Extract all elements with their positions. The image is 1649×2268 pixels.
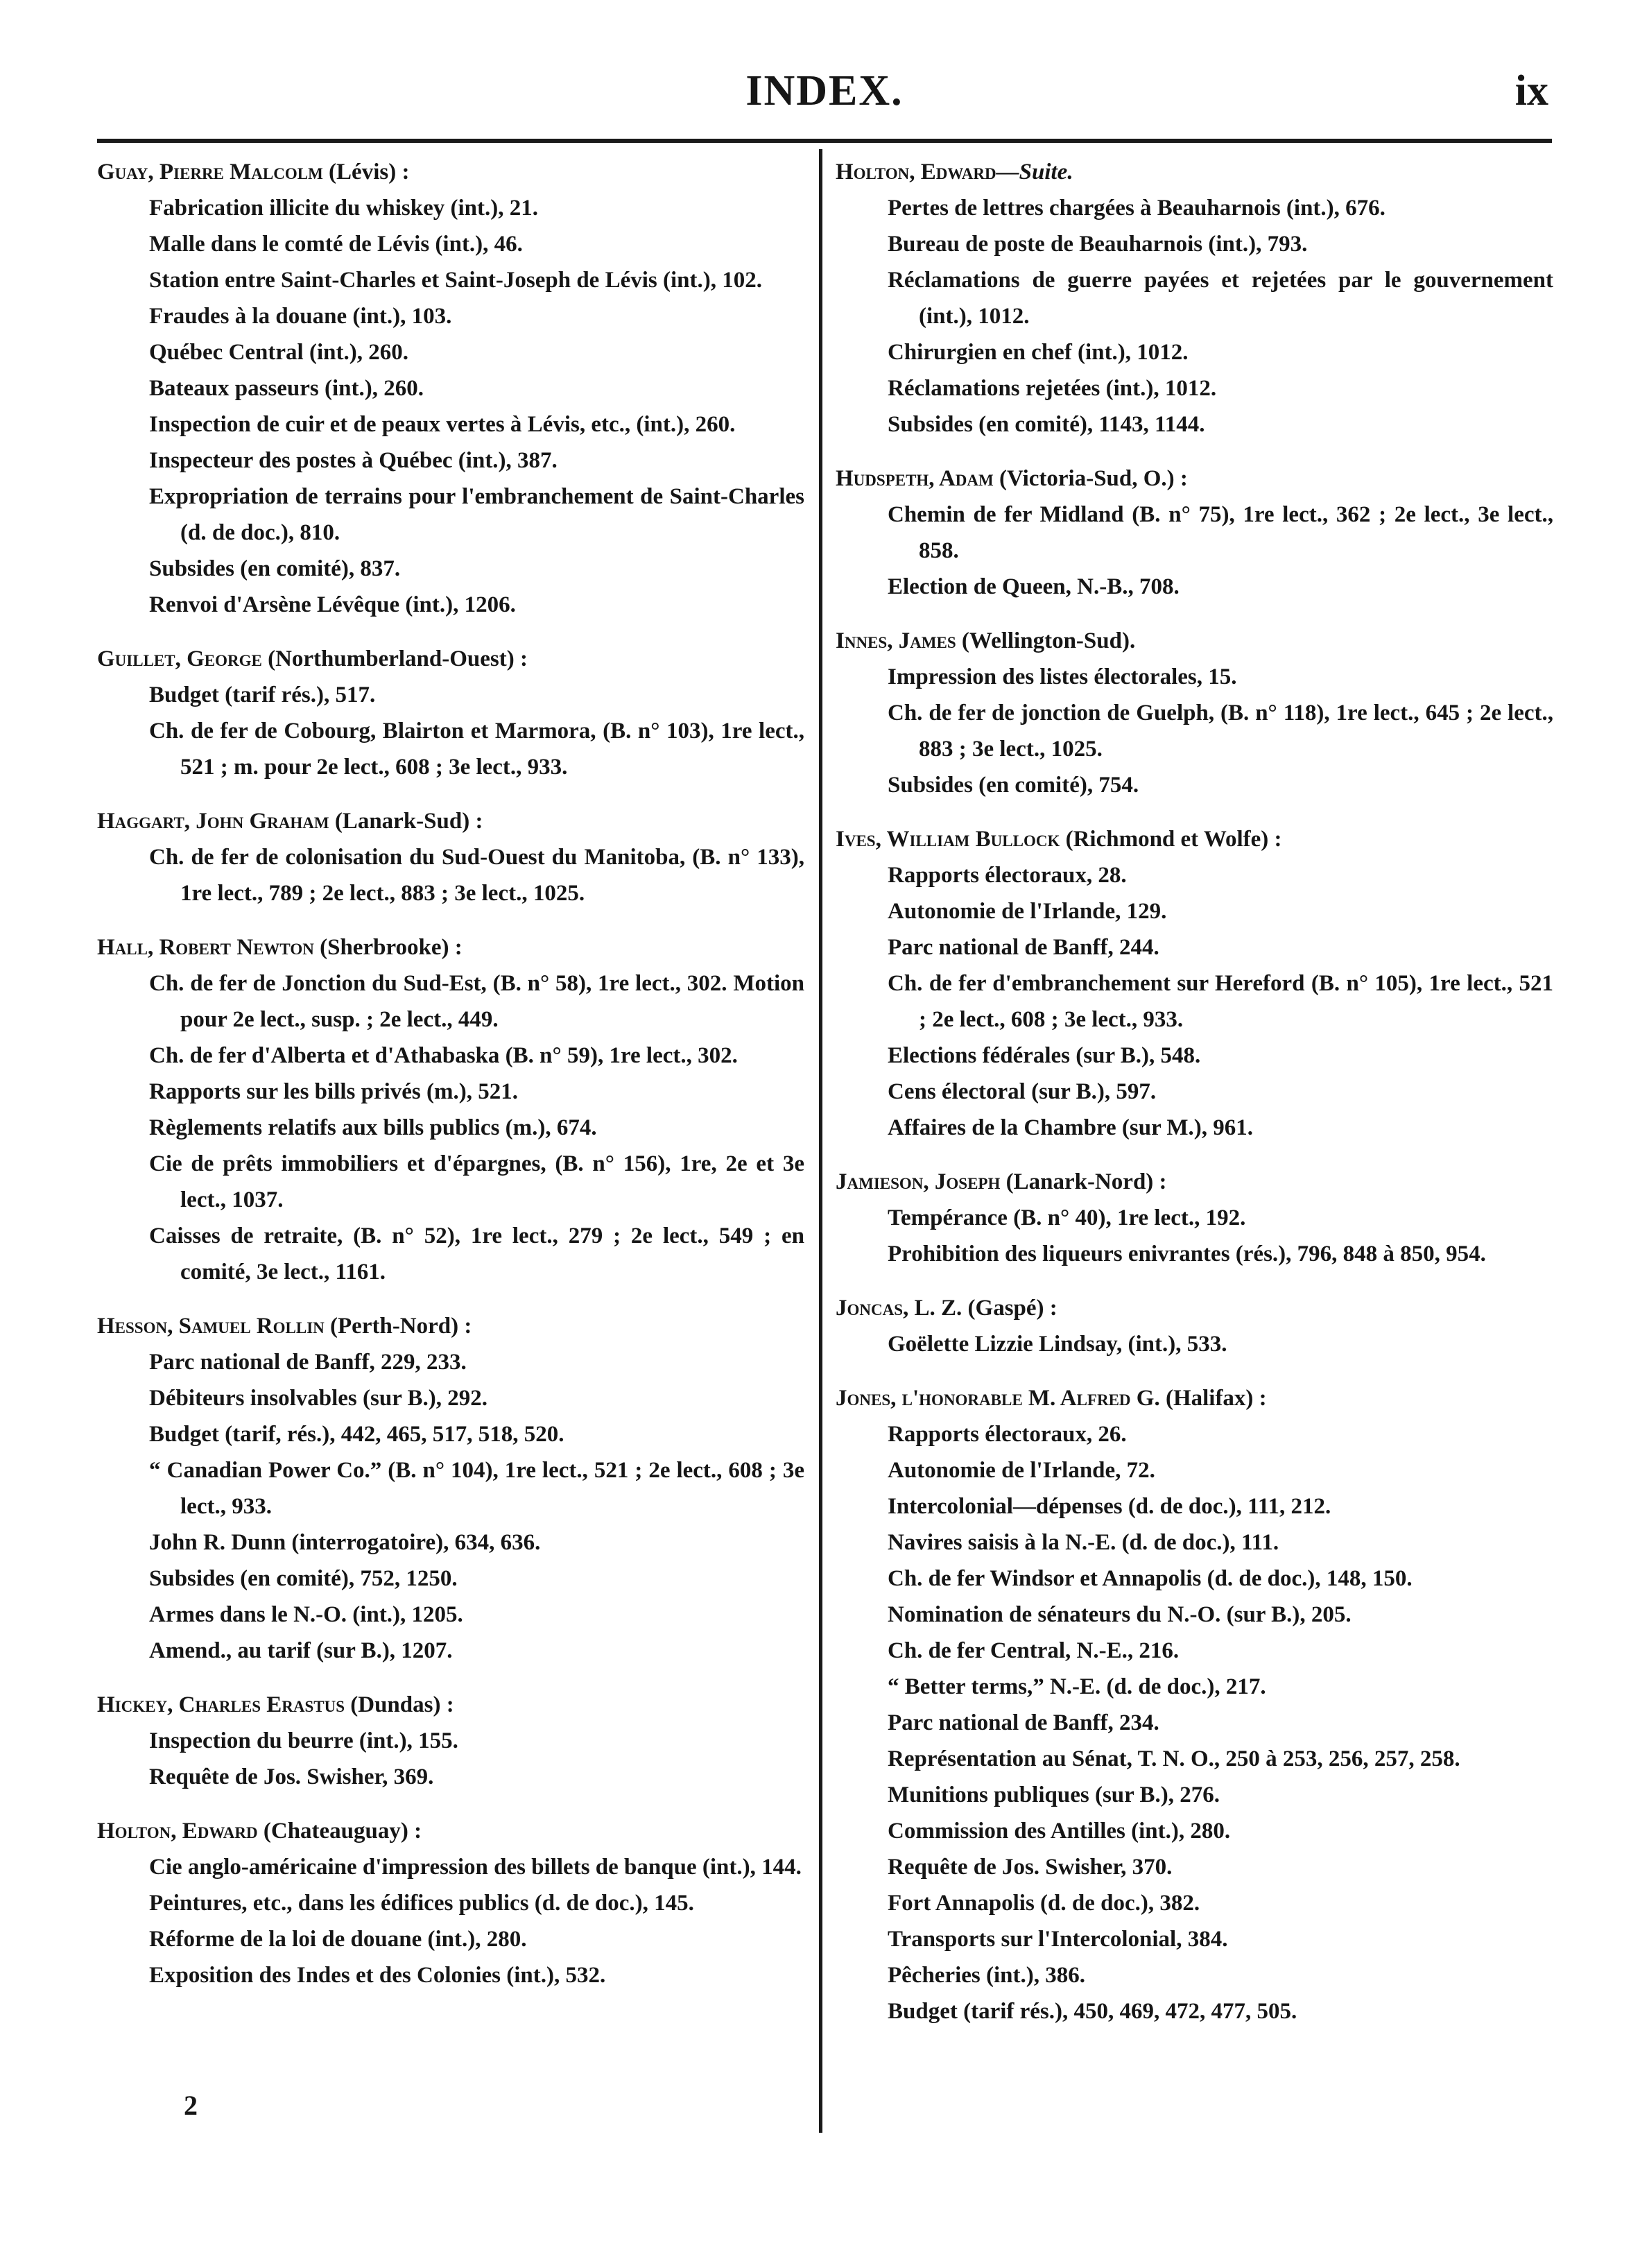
entry-item: Fraudes à la douane (int.), 103. [149, 304, 452, 329]
entry-heading [97, 1308, 804, 1344]
entry-item: Fort Annapolis (d. de doc.), 382. [888, 1891, 1200, 1916]
entry-name: Hall, Robert Newton [97, 935, 314, 960]
page-title: INDEX. [745, 67, 904, 114]
entry-heading [836, 623, 1553, 659]
entry-item: Parc national de Banff, 244. [888, 935, 1159, 960]
entry-item: “ Canadian Power Co.” (B. n° 104), 1re lect., 521 ; 2e lect., 608 ; 3e lect., 933. [149, 1458, 804, 1519]
entry-item: Elections fédérales (sur B.), 548. [888, 1043, 1201, 1068]
entry-heading [97, 1813, 804, 1849]
index-entry [97, 154, 804, 623]
entry-item: Commission des Antilles (int.), 280. [888, 1819, 1231, 1844]
index-entry [836, 461, 1553, 605]
entry-item: Chirurgien en chef (int.), 1012. [888, 340, 1189, 365]
entry-name: Hudspeth, Adam [836, 466, 994, 491]
entry-name: Hickey, Charles Erastus [97, 1692, 345, 1717]
entry-item: Pêcheries (int.), 386. [888, 1963, 1085, 1988]
index-entry [836, 623, 1553, 803]
entry-item: Ch. de fer de Cobourg, Blairton et Marmora, (B. n° 103), 1re lect., 521 ; m. pour 2e lect., 608 ; 3e lect., 933. [149, 719, 804, 780]
entry-item: Budget (tarif rés.), 517. [149, 682, 376, 707]
entry-item: Prohibition des liqueurs enivrantes (rés.), 796, 848 à 850, 954. [888, 1242, 1486, 1266]
entry-heading [97, 1687, 804, 1723]
entry-name: Jones, l'honorable M. Alfred G. [836, 1386, 1160, 1411]
entry-item: Québec Central (int.), 260. [149, 340, 408, 365]
entry-item: Pertes de lettres chargées à Beauharnois (int.), 676. [888, 196, 1385, 221]
page-number: ix [1514, 67, 1548, 114]
entry-item: Tempérance (B. n° 40), 1re lect., 192. [888, 1205, 1246, 1230]
entry-item: Nomination de sénateurs du N.-O. (sur B.), 205. [888, 1602, 1352, 1627]
entry-heading [836, 154, 1553, 190]
entry-item: Ch. de fer d'Alberta et d'Athabaska (B. n° 59), 1re lect., 302. [149, 1043, 738, 1068]
entry-item: Ch. de fer d'embranchement sur Hereford (B. n° 105), 1re lect., 521 ; 2e lect., 608 ; 3e lect., 933. [888, 971, 1553, 1032]
index-column-right [836, 154, 1553, 2047]
entry-name: Jamieson, Joseph [836, 1169, 1001, 1194]
entry-name: Joncas, L. Z. [836, 1296, 962, 1321]
entry-item: Autonomie de l'Irlande, 72. [888, 1458, 1155, 1483]
entry-qualifier: —Suite. [996, 160, 1073, 184]
entry-heading [97, 641, 804, 677]
entry-item: Affaires de la Chambre (sur M.), 961. [888, 1115, 1254, 1140]
entry-item: Subsides (en comité), 752, 1250. [149, 1566, 458, 1591]
entry-qualifier: (Perth-Nord) : [324, 1314, 472, 1339]
entry-heading [836, 1290, 1553, 1326]
entry-item: Peintures, etc., dans les édifices publics (d. de doc.), 145. [149, 1891, 694, 1916]
entry-name: Holton, Edward [97, 1819, 258, 1844]
entry-heading [836, 1164, 1553, 1200]
entry-name: Holton, Edward [836, 160, 996, 184]
entry-item: Bateaux passeurs (int.), 260. [149, 376, 424, 401]
index-entry [97, 803, 804, 911]
index-entry [97, 1813, 804, 1993]
entry-item: Requête de Jos. Swisher, 370. [888, 1855, 1173, 1880]
entry-item: Ch. de fer de colonisation du Sud-Ouest du Manitoba, (B. n° 133), 1re lect., 789 ; 2e lect., 883 ; 3e lect., 1025. [149, 845, 804, 906]
entry-qualifier: (Chateauguay) : [257, 1819, 422, 1844]
entry-heading [97, 929, 804, 965]
entry-item: Parc national de Banff, 229, 233. [149, 1350, 467, 1375]
entry-name: Ives, William Bullock [836, 827, 1060, 852]
entry-item: Impression des listes électorales, 15. [888, 664, 1237, 689]
entry-name: Haggart, John Graham [97, 809, 329, 834]
entry-item: Cie anglo-américaine d'impression des billets de banque (int.), 144. [149, 1855, 802, 1880]
entry-item: Rapports électoraux, 28. [888, 863, 1127, 888]
entry-item: Malle dans le comté de Lévis (int.), 46. [149, 232, 523, 257]
entry-item: Inspecteur des postes à Québec (int.), 387. [149, 448, 558, 473]
entry-item: Parc national de Banff, 234. [888, 1710, 1159, 1735]
entry-qualifier: (Richmond et Wolfe) : [1060, 827, 1282, 852]
entry-item: Fabrication illicite du whiskey (int.), 21. [149, 196, 538, 221]
entry-item: Subsides (en comité), 837. [149, 556, 401, 581]
entry-heading [836, 461, 1553, 497]
entry-item: Munitions publiques (sur B.), 276. [888, 1782, 1220, 1807]
entry-item: Intercolonial—dépenses (d. de doc.), 111, 212. [888, 1494, 1331, 1519]
entry-qualifier: (Sherbrooke) : [313, 935, 463, 960]
entry-item: Inspection du beurre (int.), 155. [149, 1728, 458, 1753]
entry-heading [97, 154, 804, 190]
entry-item: John R. Dunn (interrogatoire), 634, 636. [149, 1530, 541, 1555]
entry-item: Ch. de fer de jonction de Guelph, (B. n° 118), 1re lect., 645 ; 2e lect., 883 ; 3e lect., 1025. [888, 701, 1553, 762]
entry-qualifier: (Lévis) : [322, 160, 410, 184]
index-entry [836, 1380, 1553, 2029]
entry-qualifier: (Lanark-Nord) : [1000, 1169, 1167, 1194]
entry-item: Inspection de cuir et de peaux vertes à Lévis, etc., (int.), 260. [149, 412, 736, 437]
index-entry [836, 1164, 1553, 1272]
entry-item: Budget (tarif, rés.), 442, 465, 517, 518, 520. [149, 1422, 564, 1447]
entry-item: Requête de Jos. Swisher, 369. [149, 1764, 434, 1789]
entry-item: Renvoi d'Arsène Lévêque (int.), 1206. [149, 592, 516, 617]
entry-qualifier: (Halifax) : [1159, 1386, 1267, 1411]
index-entry [97, 1687, 804, 1795]
entry-item: Armes dans le N.-O. (int.), 1205. [149, 1602, 463, 1627]
entry-item: Election de Queen, N.-B., 708. [888, 574, 1180, 599]
signature-mark: 2 [184, 2090, 198, 2121]
entry-qualifier: (Northumberland-Ouest) : [261, 646, 528, 671]
entry-item: Autonomie de l'Irlande, 129. [888, 899, 1167, 924]
entry-heading [836, 1380, 1553, 1416]
entry-heading [836, 821, 1553, 857]
entry-item: Cie de prêts immobiliers et d'épargnes, (B. n° 156), 1re, 2e et 3e lect., 1037. [149, 1151, 804, 1212]
entry-qualifier: (Gaspé) : [962, 1296, 1057, 1321]
entry-item: Rapports sur les bills privés (m.), 521. [149, 1079, 518, 1104]
index-entry [97, 641, 804, 785]
index-entry [836, 154, 1553, 443]
entry-qualifier: (Lanark-Sud) : [329, 809, 483, 834]
entry-item: Ch. de fer de Jonction du Sud-Est, (B. n° 58), 1re lect., 302. Motion pour 2e lect., susp. ; 2e lect., 449. [149, 971, 804, 1032]
entry-item: Exposition des Indes et des Colonies (int.), 532. [149, 1963, 606, 1988]
entry-item: Débiteurs insolvables (sur B.), 292. [149, 1386, 488, 1411]
entry-name: Hesson, Samuel Rollin [97, 1314, 325, 1339]
index-entry [836, 821, 1553, 1146]
entry-item: Réclamations rejetées (int.), 1012. [888, 376, 1217, 401]
entry-item: Représentation au Sénat, T. N. O., 250 à 253, 256, 257, 258. [888, 1746, 1460, 1771]
entry-item: Ch. de fer Windsor et Annapolis (d. de doc.), 148, 150. [888, 1566, 1413, 1591]
entry-qualifier: (Dundas) : [345, 1692, 454, 1717]
entry-item: Chemin de fer Midland (B. n° 75), 1re lect., 362 ; 2e lect., 3e lect., 858. [888, 502, 1553, 563]
entry-item: Caisses de retraite, (B. n° 52), 1re lect., 279 ; 2e lect., 549 ; en comité, 3e lect., 1161. [149, 1223, 804, 1285]
entry-item: Bureau de poste de Beauharnois (int.), 793. [888, 232, 1308, 257]
entry-item: Règlements relatifs aux bills publics (m.), 674. [149, 1115, 597, 1140]
entry-name: Innes, James [836, 628, 956, 653]
header-rule [97, 139, 1552, 143]
entry-item: Goëlette Lizzie Lindsay, (int.), 533. [888, 1332, 1227, 1357]
entry-item: Budget (tarif rés.), 450, 469, 472, 477, 505. [888, 1999, 1297, 2024]
entry-item: Navires saisis à la N.-E. (d. de doc.), 111. [888, 1530, 1279, 1555]
entry-item: Cens électoral (sur B.), 597. [888, 1079, 1157, 1104]
entry-item: Rapports électoraux, 26. [888, 1422, 1127, 1447]
entry-qualifier: (Victoria-Sud, O.) : [993, 466, 1188, 491]
entry-item: Station entre Saint-Charles et Saint-Joseph de Lévis (int.), 102. [149, 268, 762, 293]
entry-heading [97, 803, 804, 839]
index-entry [836, 1290, 1553, 1362]
index-entry [97, 929, 804, 1290]
entry-item: Expropriation de terrains pour l'embranchement de Saint-Charles (d. de doc.), 810. [149, 484, 804, 545]
entry-item: Réclamations de guerre payées et rejetées par le gouvernement (int.), 1012. [888, 268, 1553, 329]
entry-item: “ Better terms,” N.-E. (d. de doc.), 217. [888, 1674, 1266, 1699]
entry-name: Guay, Pierre Malcolm [97, 160, 323, 184]
column-divider [819, 149, 822, 2133]
entry-qualifier: (Wellington-Sud). [956, 628, 1136, 653]
index-entry [97, 1308, 804, 1669]
entry-item: Subsides (en comité), 1143, 1144. [888, 412, 1205, 437]
entry-item: Transports sur l'Intercolonial, 384. [888, 1927, 1228, 1952]
entry-item: Réforme de la loi de douane (int.), 280. [149, 1927, 527, 1952]
entry-item: Amend., au tarif (sur B.), 1207. [149, 1638, 453, 1663]
index-column-left [97, 154, 804, 2011]
entry-item: Subsides (en comité), 754. [888, 773, 1139, 798]
entry-name: Guillet, George [97, 646, 262, 671]
entry-item: Ch. de fer Central, N.-E., 216. [888, 1638, 1180, 1663]
